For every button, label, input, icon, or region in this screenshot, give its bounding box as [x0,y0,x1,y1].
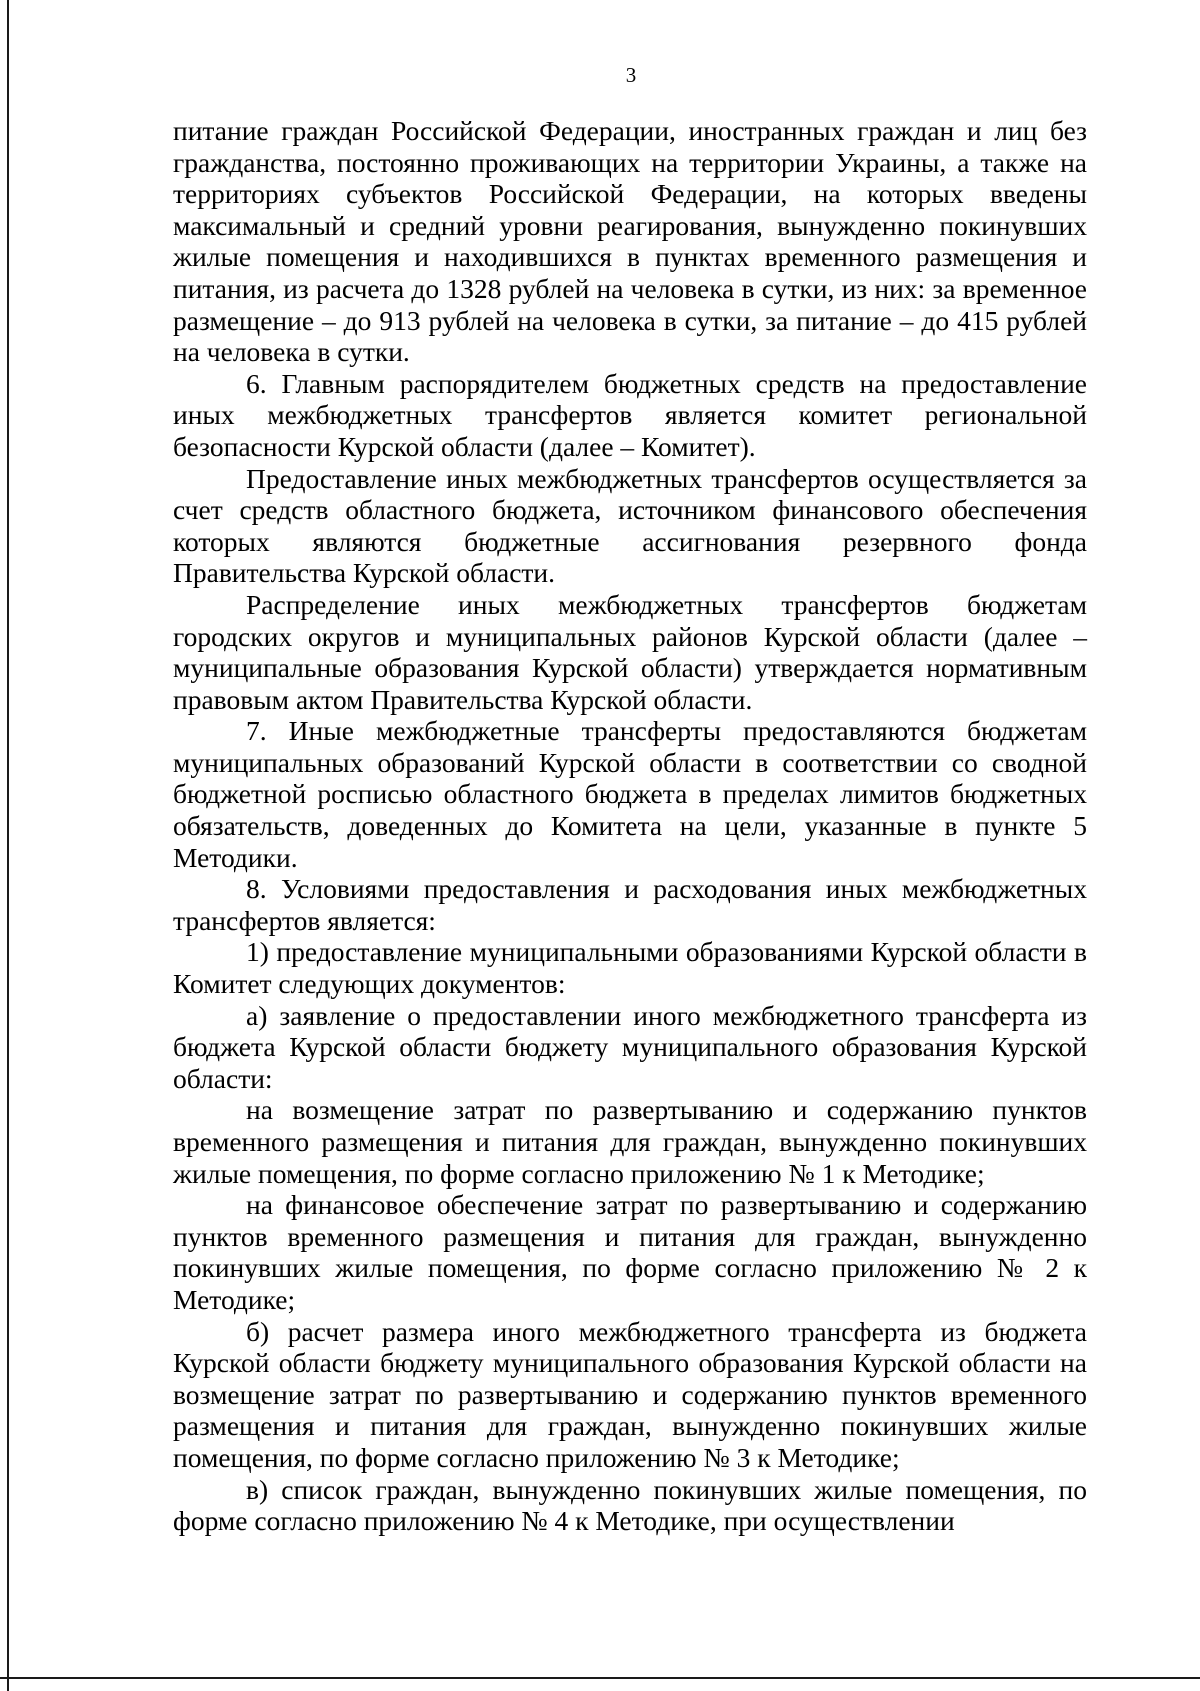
paragraph-subitem-1: 1) предоставление муниципальными образованиями Курской области в Комитет следующих документов: [173,936,1087,1000]
paragraph-item-7: 7. Иные межбюджетные трансферты предоставляются бюджетам муниципальных образований Курской области в соответствии со сводной бюджетной росписью областного бюджета в пределах лимитов бюджетных обязательств, доведенных до Комитета на цели, указанные в пункте 5 Методики. [173,715,1087,873]
paragraph-subitem-v: в) список граждан, вынужденно покинувших жилые помещения, по форме согласно приложению № 4 к Методике, при осуществлении [173,1473,1087,1537]
paragraph-compensation: на возмещение затрат по развертыванию и содержанию пунктов временного размещения и питания для граждан, вынужденно покинувших жилые помещения, по форме согласно приложению № 1 к Методике; [173,1094,1087,1189]
page-number: 3 [625,63,637,87]
paragraph-subitem-b: б) расчет размера иного межбюджетного трансферта из бюджета Курской области бюджету муниципального образования Курской области на возмещение затрат по развертыванию и содержанию пунктов временного размещения и питания для граждан, вынужденно покинувших жилые помещения, по форме согласно приложению № 3 к Методике; [173,1315,1087,1473]
document-body [173,115,1087,1537]
paragraph-continuation: питание граждан Российской Федерации, иностранных граждан и лиц без гражданства, постоянно проживающих на территории Украины, а также на территориях субъектов Российской Федерации, на которых введены максимальный и средний уровни реагирования, вынужденно покинувших жилые помещения и находившихся в пунктах временного размещения и питания, из расчета до 1328 рублей на человека в сутки, из них: за временное размещение – до 913 рублей на человека в сутки, за питание – до 415 рублей на человека в сутки. [173,115,1087,368]
paragraph-funding-source: Предоставление иных межбюджетных трансфертов осуществляется за счет средств областного бюджета, источником финансового обеспечения которых являются бюджетные ассигнования резервного фонда Правительства Курской области. [173,462,1087,589]
paragraph-item-6: 6. Главным распорядителем бюджетных средств на предоставление иных межбюджетных трансфертов является комитет региональной безопасности Курской области (далее – Комитет). [173,367,1087,462]
paragraph-item-8: 8. Условиями предоставления и расходования иных межбюджетных трансфертов является: [173,873,1087,936]
paragraph-financing: на финансовое обеспечение затрат по развертыванию и содержанию пунктов временного размещения и питания для граждан, вынужденно покинувших жилые помещения, по форме согласно приложению № 2 к Методике; [173,1189,1087,1315]
paragraph-distribution: Распределение иных межбюджетных трансфертов бюджетам городских округов и муниципальных районов Курской области (далее – муниципальные образования Курской области) утверждается нормативным правовым актом Правительства Курской области. [173,588,1087,715]
scan-border-left [7,0,9,1691]
paragraph-subitem-a: а) заявление о предоставлении иного межбюджетного трансферта из бюджета Курской области бюджету муниципального образования Курской области: [173,999,1087,1094]
scan-border-bottom [0,1677,1200,1679]
